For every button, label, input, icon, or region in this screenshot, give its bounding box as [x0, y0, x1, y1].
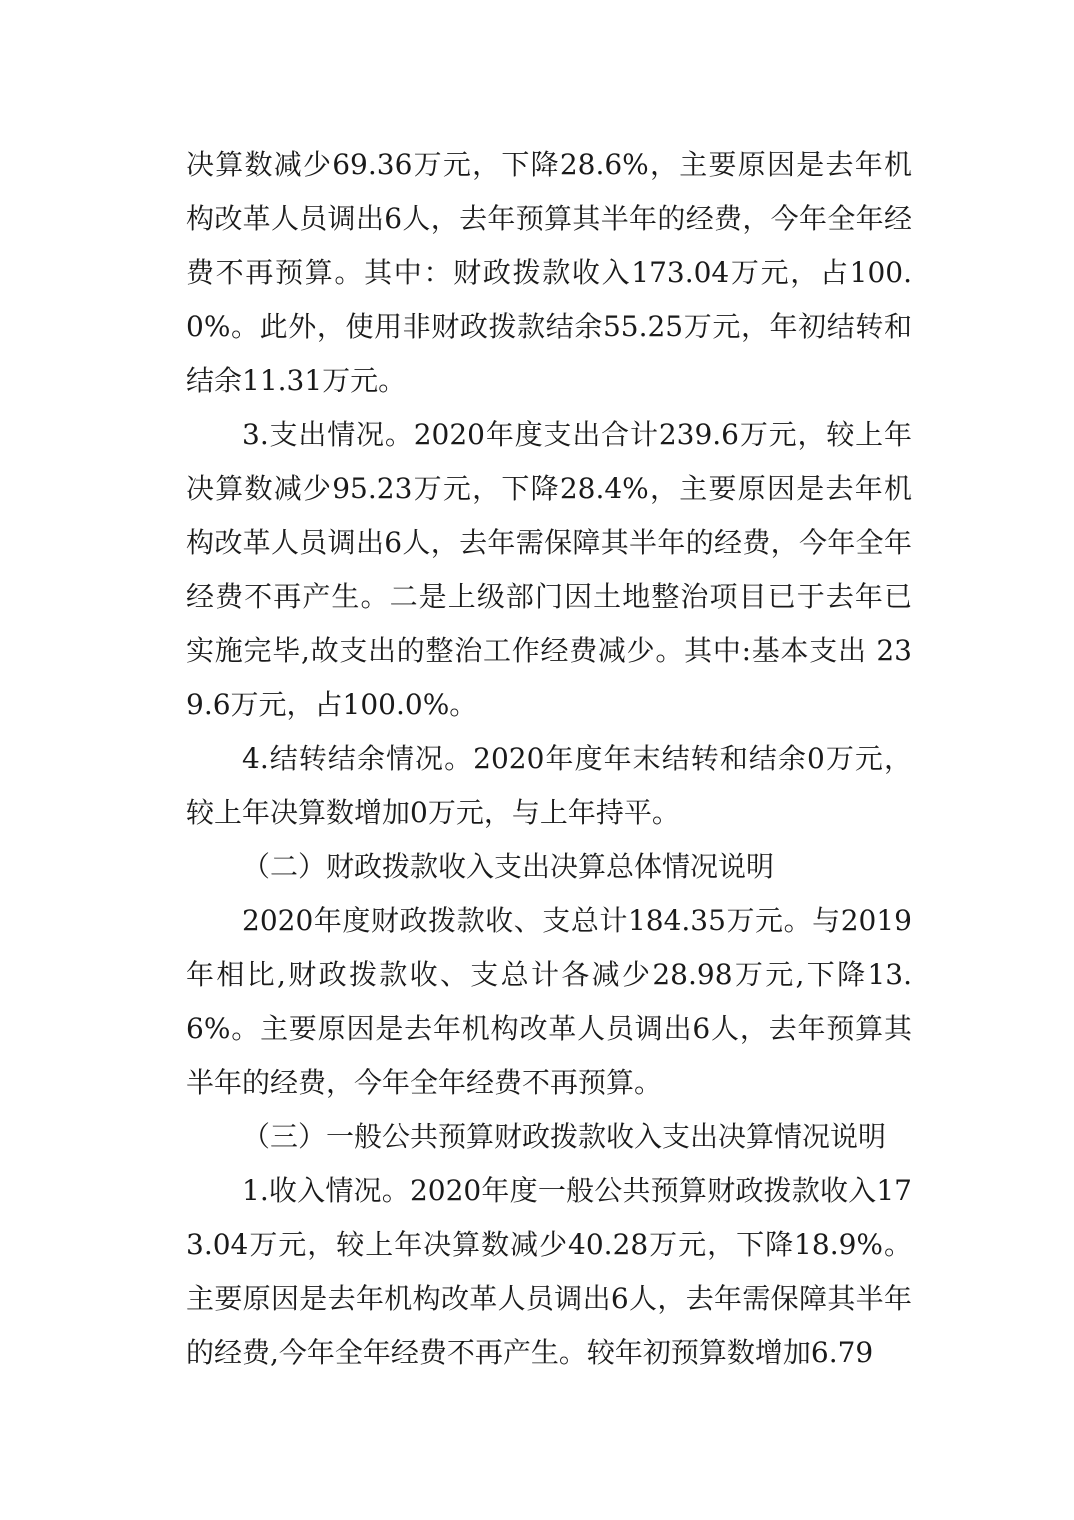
paragraph-general-budget-income: 1.收入情况。2020年度一般公共预算财政拨款收入173.04万元，较上年决算数减少40.28万元，下降18.9%。主要原因是去年机构改革人员调出6人，去年需保障其半年的经费,今年全年经费不再产生。较年初预算数增加6.79 — [186, 1174, 912, 1369]
paragraph-fiscal-overview: 2020年度财政拨款收、支总计184.35万元。与2019年相比,财政拨款收、支总计各减少28.98万元,下降13.6%。主要原因是去年机构改革人员调出6人，去年预算其半年的经费，今年全年经费不再预算。 — [186, 904, 912, 1099]
paragraph-expenditure: 3.支出情况。2020年度支出合计239.6万元，较上年决算数减少95.23万元，下降28.4%，主要原因是去年机构改革人员调出6人，去年需保障其半年的经费，今年全年经费不再产生。二是上级部门因土地整治项目已于去年已实施完毕,故支出的整治工作经费减少。其中:基本支出 239.6万元，占100.0%。 — [186, 418, 912, 721]
paragraph-carryover: 4.结转结余情况。2020年度年末结转和结余0万元，较上年决算数增加0万元，与上年持平。 — [186, 742, 912, 829]
document-body — [186, 138, 912, 1380]
paragraph-budget-continuation: 决算数减少69.36万元，下降28.6%，主要原因是去年机构改革人员调出6人，去年预算其半年的经费，今年全年经费不再预算。其中：财政拨款收入173.04万元，占100.0%。此外，使用非财政拨款结余55.25万元，年初结转和结余11.31万元。 — [186, 148, 912, 397]
section-heading-general-budget: （三）一般公共预算财政拨款收入支出决算情况说明 — [242, 1120, 887, 1153]
section-heading-fiscal-overview: （二）财政拨款收入支出决算总体情况说明 — [242, 850, 775, 883]
